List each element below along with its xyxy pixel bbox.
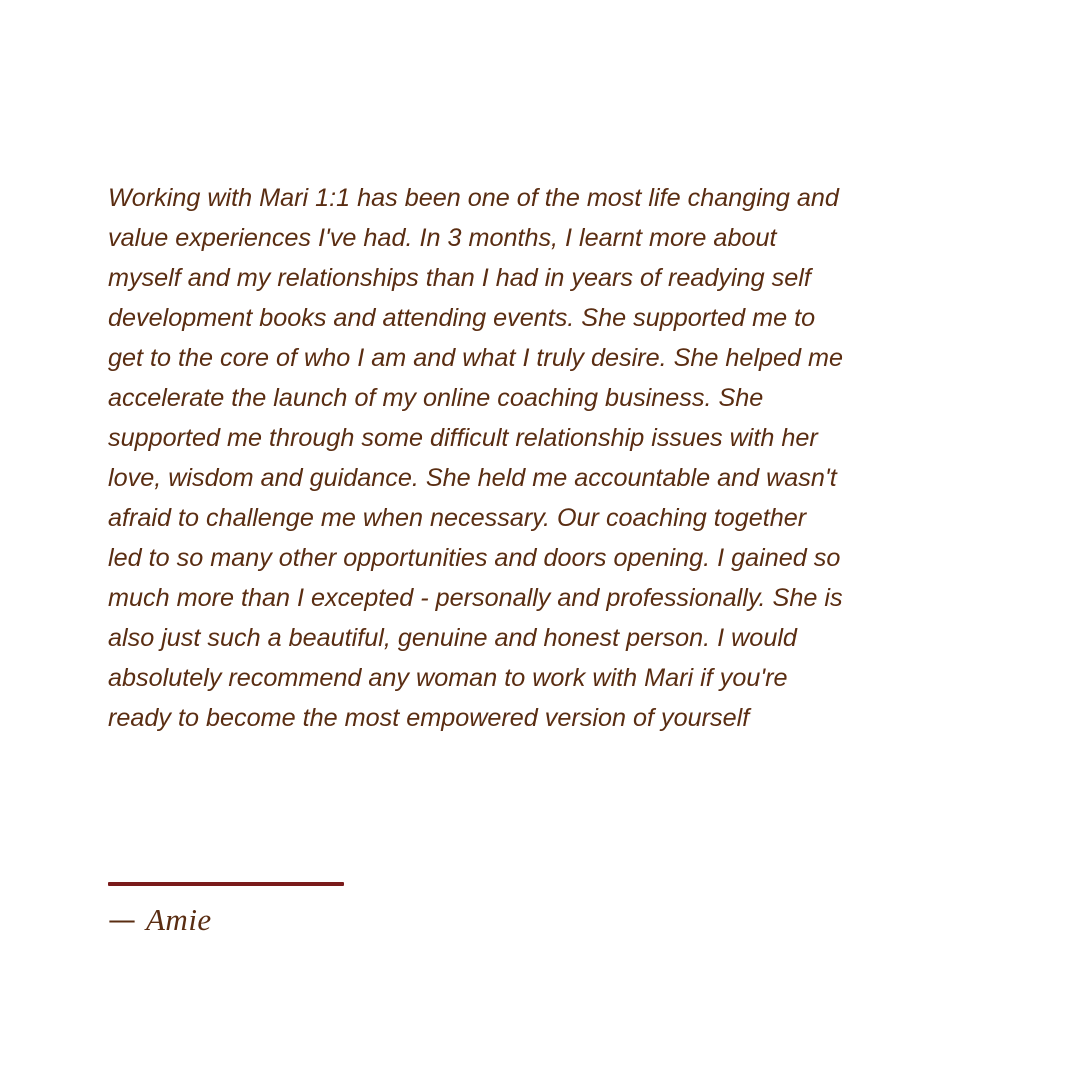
quote-line-9: afraid to challenge me when necessary. Our coaching together — [108, 504, 807, 532]
signature-divider — [108, 882, 344, 886]
signature-dash: — — [108, 903, 136, 936]
testimonial-quote — [108, 178, 948, 738]
quote-line-2: value experiences I've had. In 3 months, I learnt more about — [108, 224, 777, 252]
quote-line-6: accelerate the launch of my online coaching business. She — [108, 384, 764, 412]
author-name: Amie — [146, 902, 212, 937]
quote-line-12: also just such a beautiful, genuine and honest person. I would — [108, 624, 797, 652]
quote-line-11: much more than I excepted - personally and professionally. She is — [108, 584, 843, 612]
quote-line-13: absolutely recommend any woman to work with Mari if you're — [108, 664, 788, 692]
quote-line-7: supported me through some difficult relationship issues with her — [108, 424, 818, 452]
quote-line-8: love, wisdom and guidance. She held me accountable and wasn't — [108, 464, 837, 492]
quote-line-4: development books and attending events. She supported me to — [108, 304, 816, 332]
quote-line-5: get to the core of who I am and what I truly desire. She helped me — [108, 344, 844, 372]
quote-line-3: myself and my relationships than I had in years of readying self — [108, 264, 811, 292]
quote-line-10: led to so many other opportunities and doors opening. I gained so — [108, 544, 841, 572]
testimonial-signature — [108, 898, 212, 942]
quote-line-14: ready to become the most empowered version of yourself — [108, 704, 750, 732]
quote-line-1: Working with Mari 1:1 has been one of the most life changing and — [108, 184, 839, 212]
